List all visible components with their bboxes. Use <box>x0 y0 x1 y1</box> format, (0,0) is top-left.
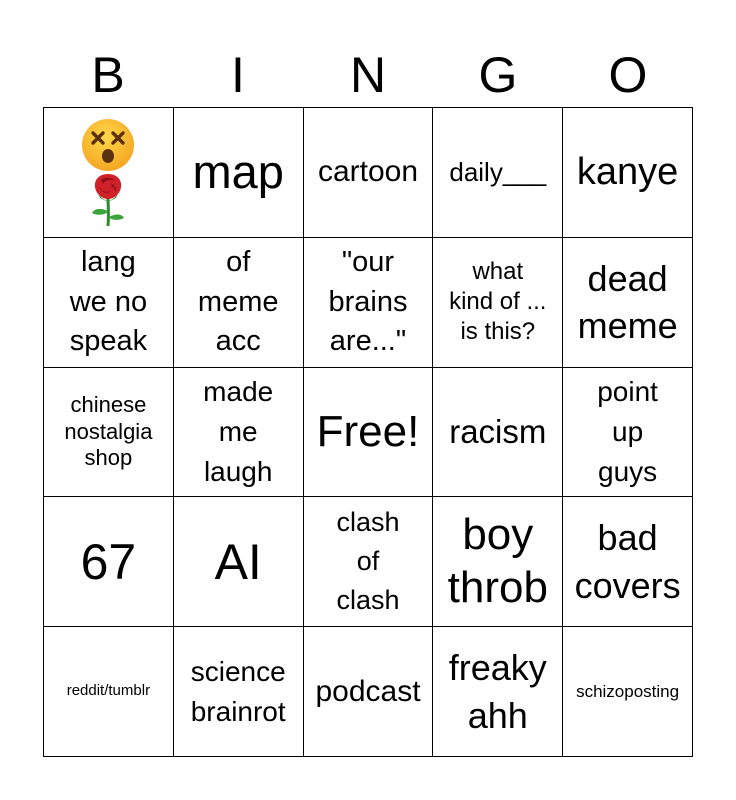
bingo-cell-r1c5[interactable] <box>563 108 693 238</box>
bingo-cell-r1c3[interactable] <box>304 108 434 238</box>
bingo-cell-r1c1[interactable] <box>44 108 174 238</box>
bingo-cell-label: science brainrot <box>190 655 286 727</box>
bingo-cell-r2c1[interactable] <box>44 238 174 368</box>
bingo-cell-label: reddit/tumblr <box>66 682 151 700</box>
bingo-cell-label: racism <box>449 413 547 451</box>
bingo-cell-label: "our brains are..." <box>328 246 408 357</box>
bingo-cell-r3c5[interactable] <box>563 368 693 498</box>
bingo-cell-label: of meme acc <box>197 246 279 357</box>
bingo-cell-r4c4[interactable] <box>433 497 563 627</box>
bingo-cell-r2c5[interactable] <box>563 238 693 368</box>
bingo-header <box>43 44 693 106</box>
bingo-cell-r2c3[interactable] <box>304 238 434 368</box>
bingo-cell-r3c4[interactable] <box>433 368 563 498</box>
bingo-board <box>43 107 693 757</box>
bingo-cell-r2c2[interactable] <box>174 238 304 368</box>
bingo-cell-r5c4[interactable] <box>433 627 563 757</box>
bingo-cell-r5c3[interactable] <box>304 627 434 757</box>
bingo-cell-label: what kind of ... is this? <box>449 258 547 346</box>
bingo-cell-r5c1[interactable] <box>44 627 174 757</box>
bingo-cell-r2c4[interactable] <box>433 238 563 368</box>
bingo-cell-label: boy throb <box>447 509 548 612</box>
header-letter-b: B <box>91 47 125 103</box>
bingo-cell-r5c5[interactable] <box>563 627 693 757</box>
bingo-cell-r4c3[interactable] <box>304 497 434 627</box>
bingo-cell-label: AI <box>214 533 262 590</box>
bingo-cell-label: made me laugh <box>203 376 274 487</box>
bingo-cell-label: schizoposting <box>576 681 680 701</box>
header-letter-n: N <box>349 47 387 103</box>
bingo-cell-label: cartoon <box>317 155 419 189</box>
bingo-cell-r4c2[interactable] <box>174 497 304 627</box>
bingo-cell-label: map <box>192 145 284 199</box>
bingo-cell-r3c2[interactable] <box>174 368 304 498</box>
bingo-cell-label: point up guys <box>597 376 658 487</box>
bingo-cell-label: kanye <box>576 150 679 193</box>
bingo-cell-r3c3[interactable] <box>304 368 434 498</box>
header-letter-o: O <box>608 47 648 103</box>
dizzy-face-icon <box>80 117 136 173</box>
bingo-cell-label: clash of clash <box>336 507 400 616</box>
bingo-cell-label: 67 <box>80 533 137 590</box>
bingo-cell-label: chinese nostalgia shop <box>64 392 153 471</box>
bingo-cell-r3c1[interactable] <box>44 368 174 498</box>
bingo-cell-label: bad covers <box>574 517 681 606</box>
bingo-cell-label: daily___ <box>449 156 547 187</box>
bingo-cell-r1c2[interactable] <box>174 108 304 238</box>
header-letter-g: G <box>478 47 518 103</box>
header-letter-i: I <box>231 47 245 103</box>
bingo-cell-r1c4[interactable] <box>433 108 563 238</box>
bingo-cell-label: Free! <box>316 406 420 456</box>
bingo-cell-label: lang we no speak <box>69 246 148 357</box>
bingo-cell-label: podcast <box>315 674 421 708</box>
bingo-cell-r4c5[interactable] <box>563 497 693 627</box>
rose-icon <box>86 171 130 227</box>
bingo-cell-label: dead meme <box>577 257 678 347</box>
bingo-cell-r4c1[interactable] <box>44 497 174 627</box>
bingo-cell-r5c2[interactable] <box>174 627 304 757</box>
bingo-cell-label: freaky ahh <box>448 647 547 736</box>
